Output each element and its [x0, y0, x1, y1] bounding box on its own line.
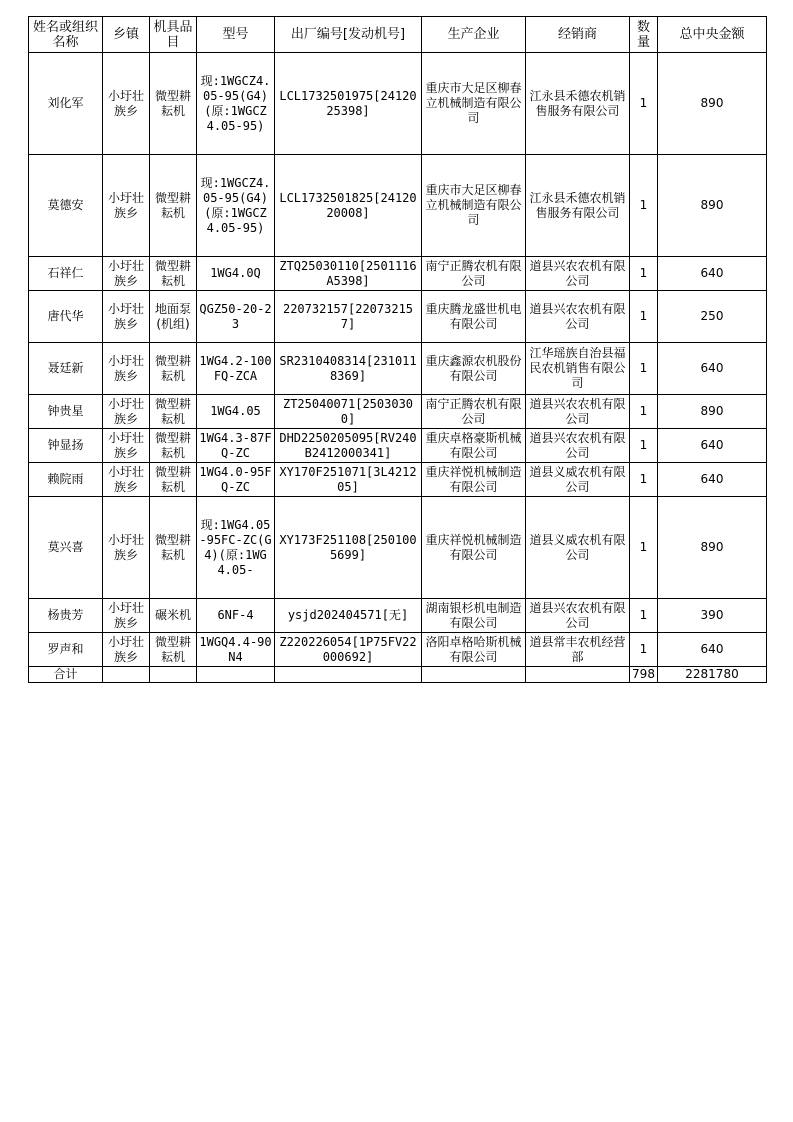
cell-dealer: 江华瑶族自治县福民农机销售有限公司	[526, 343, 630, 395]
cell-dealer: 道县兴农农机有限公司	[526, 599, 630, 633]
cell-item: 微型耕耘机	[150, 395, 197, 429]
cell-serial: XY170F251071[3L421205]	[275, 463, 422, 497]
total-empty	[422, 667, 526, 683]
cell-model: 1WG4.2-100FQ-ZCA	[197, 343, 275, 395]
cell-serial: XY173F251108[2501005699]	[275, 497, 422, 599]
total-empty	[197, 667, 275, 683]
cell-qty: 1	[630, 291, 658, 343]
table-row	[29, 257, 767, 291]
cell-model: 1WG4.0-95FQ-ZC	[197, 463, 275, 497]
cell-town: 小圩壮族乡	[103, 633, 150, 667]
cell-amount: 640	[658, 633, 767, 667]
cell-item: 微型耕耘机	[150, 633, 197, 667]
cell-town: 小圩壮族乡	[103, 463, 150, 497]
cell-maker: 湖南银杉机电制造有限公司	[422, 599, 526, 633]
cell-amount: 890	[658, 497, 767, 599]
table-row	[29, 599, 767, 633]
header-serial: 出厂编号[发动机号]	[275, 17, 422, 53]
header-dealer: 经销商	[526, 17, 630, 53]
table-row	[29, 155, 767, 257]
cell-amount: 640	[658, 257, 767, 291]
header-maker: 生产企业	[422, 17, 526, 53]
cell-maker: 重庆市大足区柳春立机械制造有限公司	[422, 155, 526, 257]
cell-serial: ZT25040071[25030300]	[275, 395, 422, 429]
cell-qty: 1	[630, 395, 658, 429]
cell-name: 钟显扬	[29, 429, 103, 463]
cell-item: 微型耕耘机	[150, 155, 197, 257]
cell-serial: LCL1732501825[2412020008]	[275, 155, 422, 257]
table-row	[29, 395, 767, 429]
cell-amount: 640	[658, 463, 767, 497]
cell-dealer: 道县义威农机有限公司	[526, 497, 630, 599]
cell-amount: 890	[658, 395, 767, 429]
table-row	[29, 429, 767, 463]
cell-item: 地面泵(机组)	[150, 291, 197, 343]
cell-qty: 1	[630, 257, 658, 291]
cell-name: 赖院雨	[29, 463, 103, 497]
cell-amount: 890	[658, 53, 767, 155]
cell-item: 微型耕耘机	[150, 429, 197, 463]
total-qty: 798	[630, 667, 658, 683]
table-row	[29, 463, 767, 497]
header-qty: 数量	[630, 17, 658, 53]
cell-qty: 1	[630, 599, 658, 633]
cell-dealer: 江永县禾德农机销售服务有限公司	[526, 155, 630, 257]
cell-name: 聂廷新	[29, 343, 103, 395]
cell-town: 小圩壮族乡	[103, 291, 150, 343]
cell-maker: 重庆市大足区柳春立机械制造有限公司	[422, 53, 526, 155]
cell-item: 微型耕耘机	[150, 257, 197, 291]
cell-name: 罗声和	[29, 633, 103, 667]
cell-model: 现:1WG4.05-95FC-ZC(G4)(原:1WG4.05-	[197, 497, 275, 599]
cell-amount: 640	[658, 429, 767, 463]
cell-town: 小圩壮族乡	[103, 343, 150, 395]
table-row	[29, 633, 767, 667]
cell-dealer: 道县兴农农机有限公司	[526, 395, 630, 429]
header-name: 姓名或组织名称	[29, 17, 103, 53]
cell-model: QGZ50-20-23	[197, 291, 275, 343]
cell-town: 小圩壮族乡	[103, 257, 150, 291]
total-empty	[526, 667, 630, 683]
cell-model: 6NF-4	[197, 599, 275, 633]
cell-qty: 1	[630, 155, 658, 257]
total-empty	[103, 667, 150, 683]
header-town: 乡镇	[103, 17, 150, 53]
cell-name: 莫德安	[29, 155, 103, 257]
cell-model: 现:1WGCZ4.05-95(G4)(原:1WGCZ4.05-95)	[197, 53, 275, 155]
cell-serial: ysjd202404571[无]	[275, 599, 422, 633]
cell-qty: 1	[630, 633, 658, 667]
cell-amount: 390	[658, 599, 767, 633]
cell-dealer: 道县义威农机有限公司	[526, 463, 630, 497]
table-row	[29, 291, 767, 343]
cell-model: 1WGQ4.4-90N4	[197, 633, 275, 667]
cell-model: 现:1WGCZ4.05-95(G4)(原:1WGCZ4.05-95)	[197, 155, 275, 257]
cell-maker: 重庆卓格豪斯机械有限公司	[422, 429, 526, 463]
cell-name: 钟贵星	[29, 395, 103, 429]
cell-serial: Z220226054[1P75FV22000692]	[275, 633, 422, 667]
cell-model: 1WG4.3-87FQ-ZC	[197, 429, 275, 463]
cell-dealer: 道县常丰农机经营部	[526, 633, 630, 667]
table-row	[29, 343, 767, 395]
cell-name: 莫兴喜	[29, 497, 103, 599]
total-amount: 2281780	[658, 667, 767, 683]
cell-amount: 640	[658, 343, 767, 395]
header-row	[29, 17, 767, 53]
total-empty	[275, 667, 422, 683]
cell-name: 刘化军	[29, 53, 103, 155]
cell-name: 杨贵芳	[29, 599, 103, 633]
header-item: 机具品目	[150, 17, 197, 53]
cell-amount: 890	[658, 155, 767, 257]
cell-model: 1WG4.05	[197, 395, 275, 429]
cell-name: 石祥仁	[29, 257, 103, 291]
cell-serial: 220732157[220732157]	[275, 291, 422, 343]
total-label: 合计	[29, 667, 103, 683]
cell-item: 微型耕耘机	[150, 497, 197, 599]
cell-item: 碾米机	[150, 599, 197, 633]
cell-maker: 南宁正腾农机有限公司	[422, 257, 526, 291]
cell-item: 微型耕耘机	[150, 53, 197, 155]
header-amount: 总中央金额	[658, 17, 767, 53]
total-row	[29, 667, 767, 683]
cell-maker: 洛阳卓格哈斯机械有限公司	[422, 633, 526, 667]
cell-serial: SR2310408314[2310118369]	[275, 343, 422, 395]
cell-dealer: 道县兴农农机有限公司	[526, 429, 630, 463]
cell-serial: LCL1732501975[2412025398]	[275, 53, 422, 155]
total-empty	[150, 667, 197, 683]
cell-maker: 重庆鑫源农机股份有限公司	[422, 343, 526, 395]
cell-amount: 250	[658, 291, 767, 343]
cell-maker: 南宁正腾农机有限公司	[422, 395, 526, 429]
cell-name: 唐代华	[29, 291, 103, 343]
cell-qty: 1	[630, 53, 658, 155]
cell-dealer: 江永县禾德农机销售服务有限公司	[526, 53, 630, 155]
cell-qty: 1	[630, 463, 658, 497]
cell-qty: 1	[630, 343, 658, 395]
cell-town: 小圩壮族乡	[103, 155, 150, 257]
cell-dealer: 道县兴农农机有限公司	[526, 257, 630, 291]
cell-maker: 重庆腾龙盛世机电有限公司	[422, 291, 526, 343]
cell-item: 微型耕耘机	[150, 343, 197, 395]
cell-serial: DHD2250205095[RV240B2412000341]	[275, 429, 422, 463]
cell-town: 小圩壮族乡	[103, 497, 150, 599]
table-row	[29, 497, 767, 599]
cell-town: 小圩壮族乡	[103, 429, 150, 463]
cell-town: 小圩壮族乡	[103, 53, 150, 155]
cell-qty: 1	[630, 497, 658, 599]
header-model: 型号	[197, 17, 275, 53]
table-row	[29, 53, 767, 155]
subsidy-table	[28, 16, 767, 683]
cell-town: 小圩壮族乡	[103, 395, 150, 429]
cell-model: 1WG4.0Q	[197, 257, 275, 291]
cell-maker: 重庆祥悦机械制造有限公司	[422, 497, 526, 599]
cell-qty: 1	[630, 429, 658, 463]
cell-dealer: 道县兴农农机有限公司	[526, 291, 630, 343]
cell-item: 微型耕耘机	[150, 463, 197, 497]
cell-maker: 重庆祥悦机械制造有限公司	[422, 463, 526, 497]
cell-serial: ZTQ25030110[2501116A5398]	[275, 257, 422, 291]
cell-town: 小圩壮族乡	[103, 599, 150, 633]
